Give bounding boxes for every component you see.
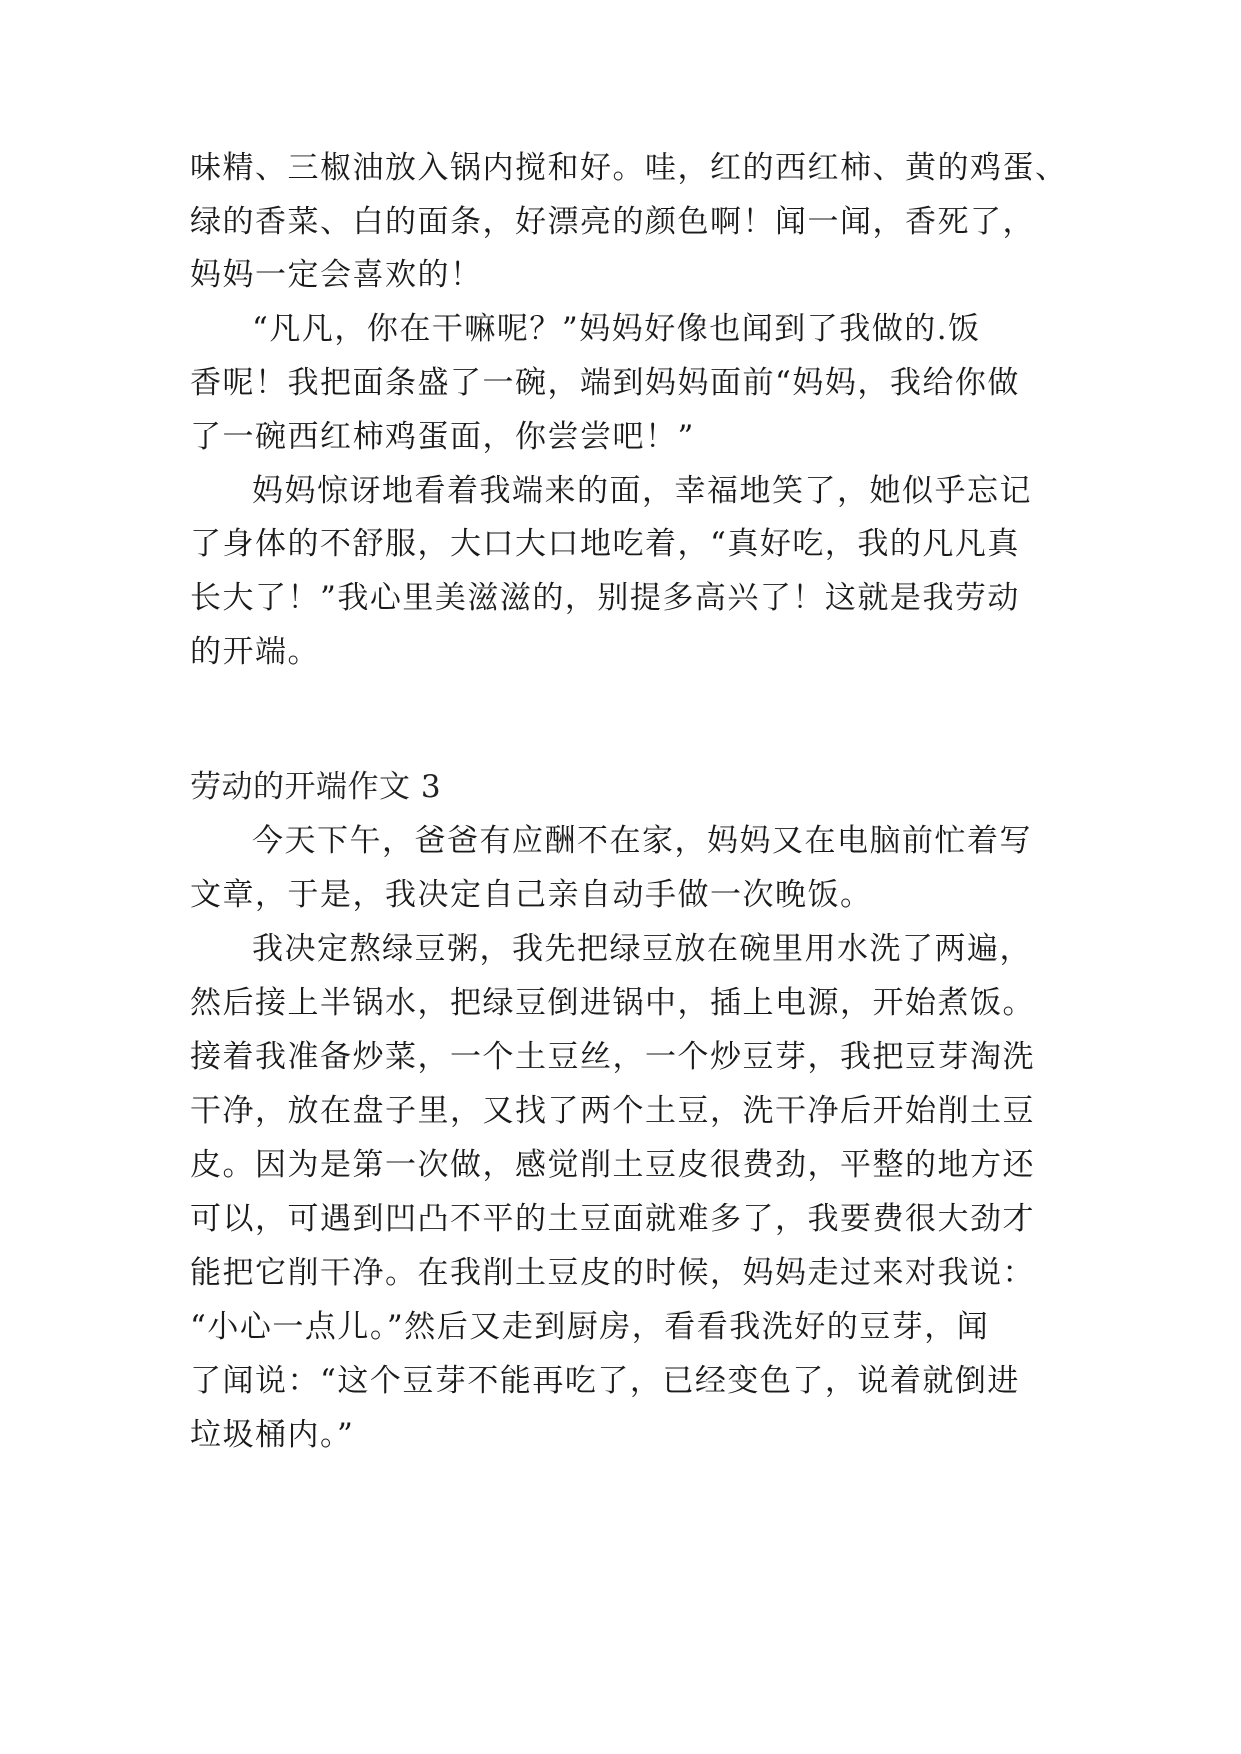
paragraph-5-line-1: 我决定熬绿豆粥，我先把绿豆放在碗里用水洗了两遍， <box>252 931 1032 967</box>
paragraph-4-line-2: 文章，于是，我决定自己亲自动手做一次晚饭。 <box>190 877 873 913</box>
paragraph-3-line-2: 了身体的不舒服，大口大口地吃着，“真好吃，我的凡凡真 <box>190 526 1020 562</box>
paragraph-5-line-6: 可以，可遇到凹凸不平的土豆面就难多了，我要费很大劲才 <box>190 1201 1035 1237</box>
paragraph-3-line-4: 的开端。 <box>190 634 320 670</box>
paragraph-2-line-2: 香呢！我把面条盛了一碗，端到妈妈面前“妈妈，我给你做 <box>190 365 1020 401</box>
paragraph-3-line-3: 长大了！”我心里美滋滋的，别提多高兴了！这就是我劳动 <box>190 580 1020 616</box>
paragraph-1-line-3: 妈妈一定会喜欢的！ <box>190 257 483 293</box>
paragraph-5-line-9: 了闻说：“这个豆芽不能再吃了，已经变色了，说着就倒进 <box>190 1363 1020 1399</box>
paragraph-2-line-3: 了一碗西红柿鸡蛋面，你尝尝吧！” <box>190 419 695 455</box>
paragraph-5-line-7: 能把它削干净。在我削土豆皮的时候，妈妈走过来对我说： <box>190 1255 1035 1291</box>
paragraph-5-line-8: “小心一点儿。”然后又走到厨房，看看我洗好的豆芽，闻 <box>190 1309 990 1345</box>
paragraph-5-line-3: 接着我准备炒菜，一个土豆丝，一个炒豆芽，我把豆芽淘洗 <box>190 1039 1035 1075</box>
paragraph-4-line-1: 今天下午，爸爸有应酬不在家，妈妈又在电脑前忙着写 <box>252 823 1032 859</box>
paragraph-2-line-1: “凡凡，你在干嘛呢？”妈妈好像也闻到了我做的.饭 <box>252 311 981 347</box>
paragraph-5-line-5: 皮。因为是第一次做，感觉削土豆皮很费劲，平整的地方还 <box>190 1147 1035 1183</box>
paragraph-5-line-2: 然后接上半锅水，把绿豆倒进锅中，插上电源，开始煮饭。 <box>190 985 1035 1021</box>
paragraph-5-line-4: 干净，放在盘子里，又找了两个土豆，洗干净后开始削土豆 <box>190 1093 1035 1129</box>
paragraph-1-line-2: 绿的香菜、白的面条，好漂亮的颜色啊！闻一闻，香死了， <box>190 204 1035 240</box>
section-title: 劳动的开端作文 3 <box>190 769 442 805</box>
paragraph-1-line-1: 味精、三椒油放入锅内搅和好。哇，红的西红柿、黄的鸡蛋、 <box>190 150 1068 186</box>
paragraph-3-line-1: 妈妈惊讶地看着我端来的面，幸福地笑了，她似乎忘记 <box>252 473 1032 509</box>
paragraph-5-line-10: 垃圾桶内。” <box>190 1417 355 1453</box>
